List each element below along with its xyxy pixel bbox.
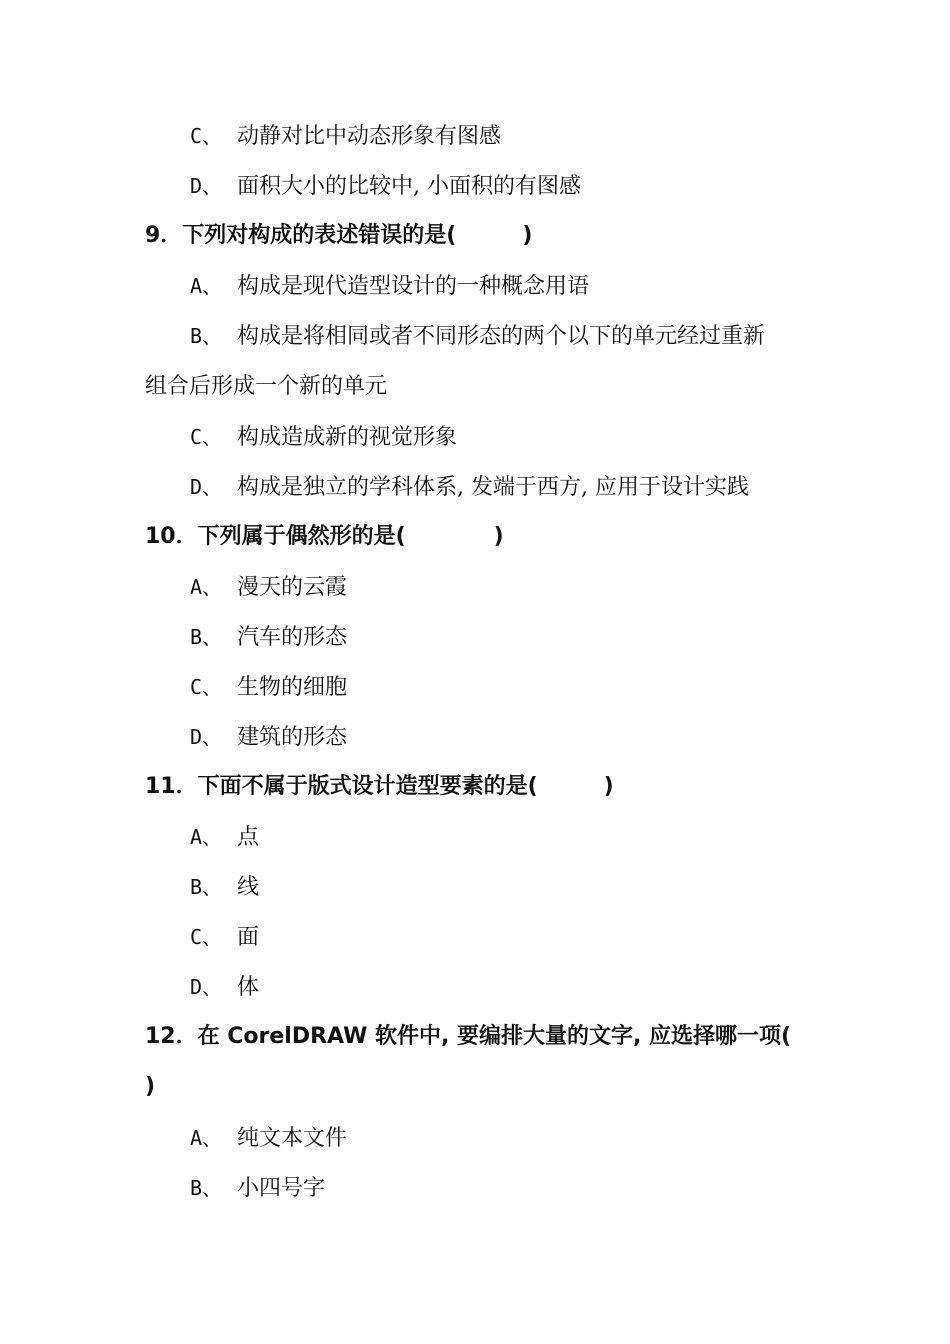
option-label: C、 [190,675,223,699]
option-continuation: 组合后形成一个新的单元 [145,374,388,399]
option-label: A、 [190,274,223,298]
option-label: A、 [190,1126,223,1150]
option-line [190,922,259,953]
option-label: D、 [190,475,223,499]
option-label: A、 [190,825,223,849]
option-label: B、 [190,625,223,649]
option-label: C、 [190,124,223,148]
question-11: 11．下面不属于版式设计造型要素的是( ) [145,774,614,799]
option-text: 线 [237,875,260,900]
option-line [190,121,501,152]
option-text: 建筑的形态 [237,725,348,750]
option-line [190,472,749,503]
option-line [190,722,347,753]
option-text: 面积大小的比较中, 小面积的有图感 [237,174,581,199]
option-label: C、 [190,925,223,949]
option-line [190,1173,325,1204]
option-label: D、 [190,975,223,999]
option-label: B、 [190,324,223,348]
option-text: 汽车的形态 [237,625,348,650]
question-12-continuation: ) [145,1074,156,1099]
option-text: 漫天的云霞 [237,575,348,600]
option-label: D、 [190,725,223,749]
option-text: 体 [237,975,260,1000]
option-text: 构成是现代造型设计的一种概念用语 [237,274,590,299]
option-line [190,672,347,703]
option-text: 构成是独立的学科体系, 发端于西方, 应用于设计实践 [237,475,749,500]
option-text: 动静对比中动态形象有图感 [237,124,502,149]
option-line [190,572,347,603]
question-10: 10．下列属于偶然形的是( ) [145,524,504,549]
option-line [190,422,457,453]
option-text: 生物的细胞 [237,675,348,700]
option-line [190,622,347,653]
option-line [190,171,581,202]
option-text: 点 [237,825,260,850]
option-text: 构成造成新的视觉形象 [237,425,458,450]
option-line [190,872,259,903]
question-9: 9．下列对构成的表述错误的是( ) [145,223,533,248]
option-label: B、 [190,875,223,899]
option-line [190,972,259,1003]
option-line [190,822,259,853]
option-label: D、 [190,174,223,198]
question-12: 12．在 CorelDRAW 软件中, 要编排大量的文字, 应选择哪一项( [145,1024,792,1049]
option-text: 纯文本文件 [237,1126,348,1151]
option-text: 构成是将相同或者不同形态的两个以下的单元经过重新 [237,324,766,349]
option-text: 小四号字 [237,1176,326,1201]
option-label: C、 [190,425,223,449]
option-label: A、 [190,575,223,599]
option-label: B、 [190,1176,223,1200]
option-line [190,1123,347,1154]
option-line [190,271,589,302]
option-line [190,321,765,352]
option-text: 面 [237,925,260,950]
